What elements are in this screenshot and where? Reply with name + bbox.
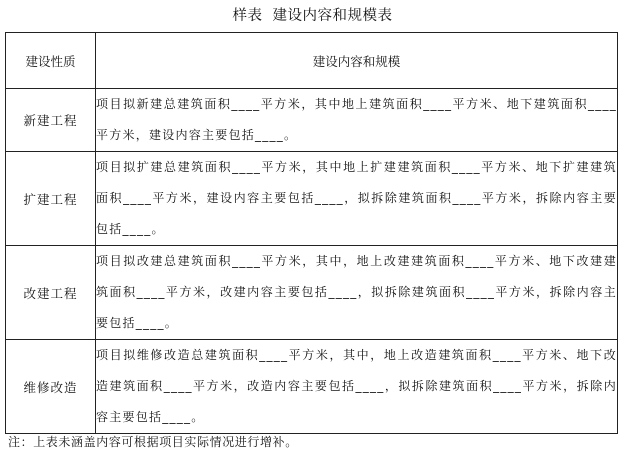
title-main: 建设内容和规模表 (272, 8, 393, 24)
table-title (0, 6, 625, 26)
row-content-renovation: 项目拟维修改造总建筑面积____平方米，其中，地上改造建筑面积____平方米、地下改造建筑面积____平方米，改造内容主要包括____，拟拆除建筑面积____平方米，拆除内容主要包括____。 (96, 340, 618, 434)
table-row-reconstruction (6, 246, 618, 340)
row-nature-renovation: 维修改造 (6, 340, 96, 434)
row-content-extension: 项目拟扩建总建筑面积____平方米，其中地上扩建建筑面积____平方米、地下扩建建筑面积____平方米，建设内容主要包括____，拟拆除建筑面积____平方米，拆除内容主要包括____。 (96, 152, 618, 246)
table-row-new-construction (6, 89, 618, 152)
row-nature-new: 新建工程 (6, 89, 96, 152)
table-row-renovation (6, 340, 618, 434)
header-content: 建设内容和规模 (96, 33, 618, 89)
table-row-extension (6, 152, 618, 246)
row-nature-reconstruction: 改建工程 (6, 246, 96, 340)
table-footnote: 注：上表未涵盖内容可根据项目实际情况进行增补。 (8, 435, 298, 449)
row-content-new: 项目拟新建总建筑面积____平方米，其中地上建筑面积____平方米、地下建筑面积____平方米，建设内容主要包括____。 (96, 89, 618, 152)
header-nature: 建设性质 (6, 33, 96, 89)
construction-scope-table (5, 32, 618, 434)
table-header-row (6, 33, 618, 89)
row-nature-extension: 扩建工程 (6, 152, 96, 246)
title-prefix: 样表 (232, 8, 263, 24)
row-content-reconstruction: 项目拟改建总建筑面积____平方米，其中，地上改建建筑面积____平方米、地下改建建筑面积____平方米，改建内容主要包括____，拟拆除建筑面积____平方米，拆除内容主要包括____。 (96, 246, 618, 340)
